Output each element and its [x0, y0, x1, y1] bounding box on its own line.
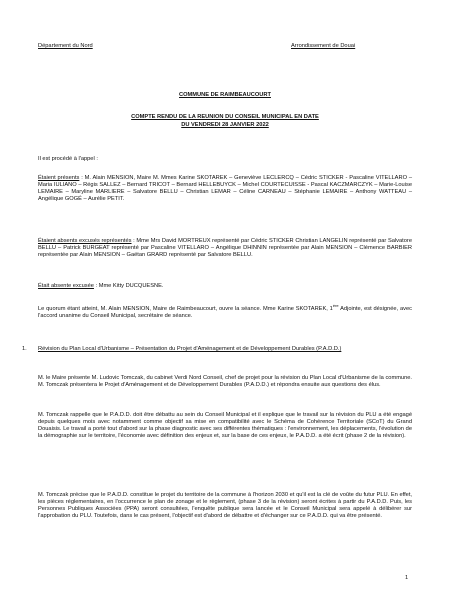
page-number: 1	[405, 575, 409, 581]
present-label: Étaient présents	[38, 175, 80, 181]
excused-list: : Mme Mrs David MORTREUX représenté par Cédric STICKER Christian LANGELIN représenté par Salvatore BELLU – Patrick BURGEAT représenté par Pascaline VITELLARO – Angélique DHINNIN représentée par Alain MENSION – Clémence BARBIER représentée par Alain MENSION – Gaëtan GRARD représenté par Salvatore BELLU.	[38, 238, 412, 259]
excused-represented	[38, 238, 412, 259]
report-title-line2: DU VENDREDI 28 JANVIER 2022	[181, 122, 269, 128]
header-department: Département du Nord	[38, 43, 93, 49]
ordinal-superscript: ère	[332, 303, 339, 309]
present-members	[38, 175, 412, 203]
section-paragraph-1: M. le Maire présente M. Ludovic Tomczak, du cabinet Verdi Nord Conseil, chef de projet pour la révision du Plan Local d'Urbanisme de la commune. M. Tomczak présentera le Projet d'Aménagement et de Développement Durables (P.A.D.D.) et répondra ensuite aux questions des élus.	[38, 375, 412, 389]
quorum-paragraph: Le quorum étant atteint, M. Alain MENSION, Maire de Raimbeaucourt, ouvre la séance. Mme Karine SKOTAREK, 1ère Adjointe, est désignée, avec l'accord unanime du Conseil Municipal, secrétaire de séance.	[38, 303, 412, 320]
section-heading: Révision du Plan Local d'Urbanisme – Présentation du Projet d'Aménagement et de Développement Durables (P.A.D.D.)	[38, 346, 342, 352]
header-arrondissement: Arrondissement de Douai	[291, 43, 356, 49]
excusee-name: : Mme Kitty DUCQUESNE.	[93, 283, 164, 289]
excusee-label: Était absente excusée	[38, 283, 94, 289]
section-paragraph-2: M. Tomczak rappelle que le P.A.D.D. doit être débattu au sein du Conseil Municipal et il explique que le travail sur la révision du PLU a été engagé depuis quelques mois avec notamment comme objectif sa mise en compatibilité avec le Schéma de Cohérence Territoriale (SCoT) du Grand Douaisis. Le travail a porté tout d'abord sur la phase diagnostic avec ses différentes thématiques : l'environnement, les déplacements, l'évolution de la démographie sur le territoire, l'économie avec définition des enjeux et, sur la base de ces enjeux, le P.A.D.D. a été écrit (phase 2 de la révision).	[38, 412, 412, 440]
present-list: : M. Alain MENSION, Maire M. Mmes Karine SKOTAREK – Geneviève LECLERCQ – Cédric STICKER - Pascaline VITELLARO – Maria IULIANO – Régis SALLEZ – Bernard TRICOT – Bernard HELLEBUYCK – Michel COURTECUISSE - Pascal KACZMARCZYK – Marie-Louise LEMAIRE – Maryline MARLIERE – Salvatore BELLU – Christian LEMAR – Céline CARNEAU – Stéphanie LEMAIRE – Anthony WATTEAU – Angélique GOGÉ – Aurélie PETIT.	[38, 175, 412, 203]
roll-call-intro: Il est procédé à l'appel :	[38, 156, 98, 162]
section-number: 1.	[22, 346, 27, 352]
commune-title: COMMUNE DE RAIMBEAUCOURT	[179, 92, 271, 98]
report-title-line1: COMPTE RENDU DE LA REUNION DU CONSEIL MUNICIPAL EN DATE	[131, 114, 319, 120]
excused-label: Étaient absents excusés représentés	[38, 238, 132, 244]
excused-absent	[38, 283, 164, 290]
section-paragraph-3: M. Tomczak précise que le P.A.D.D. constitue le projet du territoire de la commune à l'horizon 2030 et qu'il est la clé de voûte du futur PLU. En effet, les pièces réglementaires, en l'occurrence le plan de zonage et le règlement, (phase 3 de la révision) seront écrites à partir du P.A.D.D. Puis, les Personnes Publiques Associées (PPA) seront consultées, l'enquête publique sera lancée et le Conseil Municipal sera appelé à délibérer sur l'approbation du PLU. Toutefois, dans le cas présent, l'objectif est d'abord de débattre et d'échanger sur ce P.A.D.D. qui va être présenté.	[38, 492, 412, 520]
